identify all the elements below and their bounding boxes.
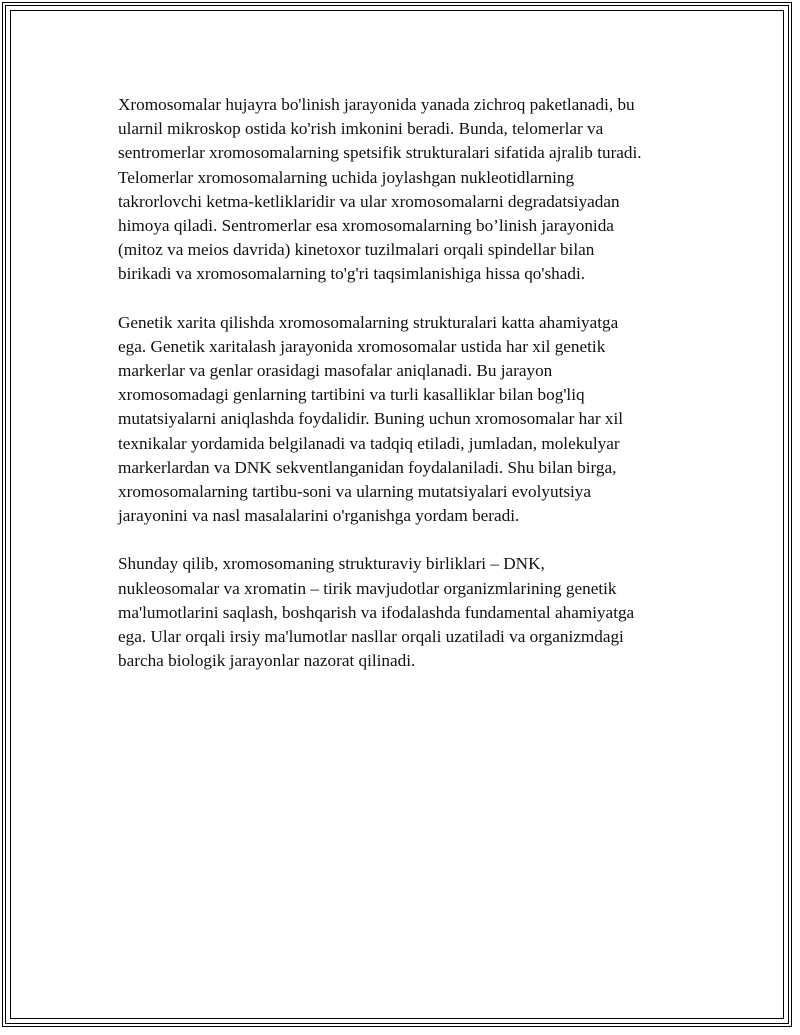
text-line: ega. Genetik xaritalash jarayonida xromosomalar ustida har xil genetik <box>118 336 606 356</box>
text-line: markerlar va genlar orasidagi masofalar aniqlanadi. Bu jarayon <box>118 361 553 381</box>
text-line: texnikalar yordamida belgilanadi va tadqiq etiladi, jumladan, molekulyar <box>118 433 620 453</box>
paragraph-1 <box>118 93 688 287</box>
text-line: ma'lumotlarini saqlash, boshqarish va ifodalashda fundamental ahamiyatga <box>118 602 635 622</box>
text-line: xromosomalarning tartibu-soni va ularning mutatsiyalari evolyutsiya <box>118 482 592 502</box>
text-line: ega. Ular orqali irsiy ma'lumotlar nasllar orqali uzatiladi va organizmdagi <box>118 627 624 647</box>
document-body <box>118 93 688 697</box>
text-line: sentromerlar xromosomalarning spetsifik strukturalari sifatida ajralib turadi. <box>118 143 642 163</box>
text-line: takrorlovchi ketma-ketliklaridir va ular xromosomalarni degradatsiyadan <box>118 191 620 211</box>
paragraph-2 <box>118 311 688 529</box>
text-line: Genetik xarita qilishda xromosomalarning strukturalari katta ahamiyatga <box>118 312 619 332</box>
text-line: himoya qiladi. Sentromerlar esa xromosomalarning bo’linish jarayonida <box>118 216 614 236</box>
text-line: xromosomadagi genlarning tartibini va turli kasalliklar bilan bog'liq <box>118 385 585 405</box>
text-line: Telomerlar xromosomalarning uchida joylashgan nukleotidlarning <box>118 167 575 187</box>
text-line: barcha biologik jarayonlar nazorat qilinadi. <box>118 651 416 671</box>
text-line: Xromosomalar hujayra bo'linish jarayonida yanada zichroq paketlanadi, bu <box>118 95 635 114</box>
text-line: markerlardan va DNK sekventlanganidan foydalaniladi. Shu bilan birga, <box>118 457 617 477</box>
text-line: ularnil mikroskop ostida ko'rish imkonini beradi. Bunda, telomerlar va <box>118 119 604 139</box>
text-line: mutatsiyalarni aniqlashda foydalidir. Buning uchun xromosomalar har xil <box>118 409 624 429</box>
paragraph-3 <box>118 552 688 673</box>
text-line: (mitoz va meios davrida) kinetoxor tuzilmalari orqali spindellar bilan <box>118 240 595 260</box>
text-line: nukleosomalar va xromatin – tirik mavjudotlar organizmlarining genetik <box>118 578 617 598</box>
text-line: birikadi va xromosomalarning to'g'ri taqsimlanishiga hissa qo'shadi. <box>118 264 586 284</box>
text-line: jarayonini va nasl masalalarini o'rganishga yordam beradi. <box>118 506 520 526</box>
text-line: Shunday qilib, xromosomaning strukturaviy birliklari – DNK, <box>118 554 545 574</box>
